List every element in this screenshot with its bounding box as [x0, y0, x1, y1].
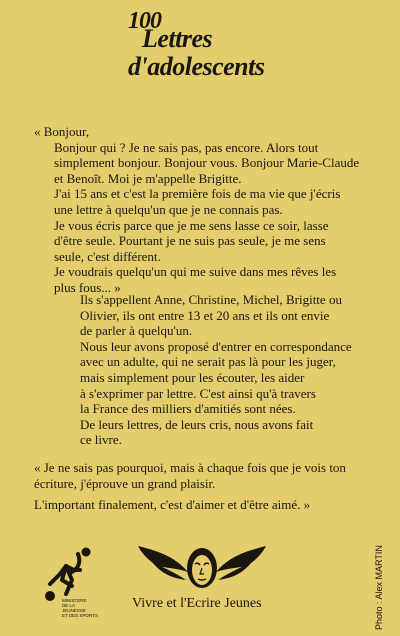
letter-line: plus fous... » [54, 279, 121, 295]
intro-line: à s'exprimer par lettre. C'est ainsi qu'à travers [80, 385, 316, 401]
letter-greeting: « Bonjour, [34, 124, 90, 139]
publisher-name: Vivre et l'Ecrire Jeunes [132, 596, 262, 611]
intro-line: la France des milliers d'amitiés sont nées. [80, 401, 296, 417]
intro-line: Nous leur avons proposé d'entrer en correspondance [80, 338, 352, 354]
ministry-logo-text [62, 598, 98, 618]
intro-line: ce livre. [80, 432, 122, 448]
intro-line: de parler à quelqu'un. [80, 323, 193, 339]
intro-paragraph [80, 292, 356, 448]
letter-body [54, 140, 374, 296]
letter-line: Je voudrais quelqu'un qui me suive dans mes rêves les [54, 264, 337, 280]
intro-line: Olivier, ils ont entre 13 et 20 ans et ils ont envie [80, 307, 330, 323]
title-line-1: Lettres [142, 24, 213, 53]
ministry-line: DE LA [62, 603, 76, 608]
letter-line: Bonjour qui ? Je ne sais pas, pas encore. Alors tout [54, 139, 319, 155]
title-number: 100 [128, 8, 161, 34]
photo-credit: Photo : Alex MARTIN [374, 545, 384, 630]
closing-quote [34, 460, 374, 513]
ministry-line: MINISTERE [62, 598, 87, 603]
letter-excerpt [34, 124, 374, 296]
intro-line: Ils s'appellent Anne, Christine, Michel, Brigitte ou [80, 292, 342, 307]
letter-line: seule, c'est différent. [54, 248, 161, 264]
letter-line: une lettre à quelqu'un que je ne connais pas. [54, 201, 283, 217]
ministry-line: ET DES SPORTS [62, 613, 98, 618]
intro-line: De leurs lettres, de leurs cris, nous avons fait [80, 416, 314, 432]
letter-line: et Benoît. Moi je m'appelle Brigitte. [54, 170, 242, 186]
intro-line: mais simplement pour les écouter, les aider [80, 369, 305, 385]
closing-final: L'important finalement, c'est d'aimer et d'être aimé. » [34, 497, 311, 513]
letter-line: d'être seule. Pourtant je ne suis pas seule, je me sens [54, 233, 326, 249]
intro-line: avec un adulte, qui ne serait pas là pour les juger, [80, 354, 336, 370]
letter-line: Je vous écris parce que je me sens lasse ce soir, lasse [54, 217, 329, 233]
title-line-2: d'adolescents [128, 52, 265, 81]
letter-line: simplement bonjour. Bonjour vous. Bonjour Marie-Claude [54, 155, 360, 171]
ministry-line: JEUNESSE [62, 608, 86, 613]
publisher-emblem-icon [132, 538, 272, 598]
closing-line: écriture, j'éprouve un grand plaisir. [34, 475, 216, 491]
letter-line: J'ai 15 ans et c'est la première fois de ma vie que j'écris [54, 186, 341, 202]
closing-line: « Je ne sais pas pourquoi, mais à chaque fois que je vois ton [34, 460, 346, 475]
